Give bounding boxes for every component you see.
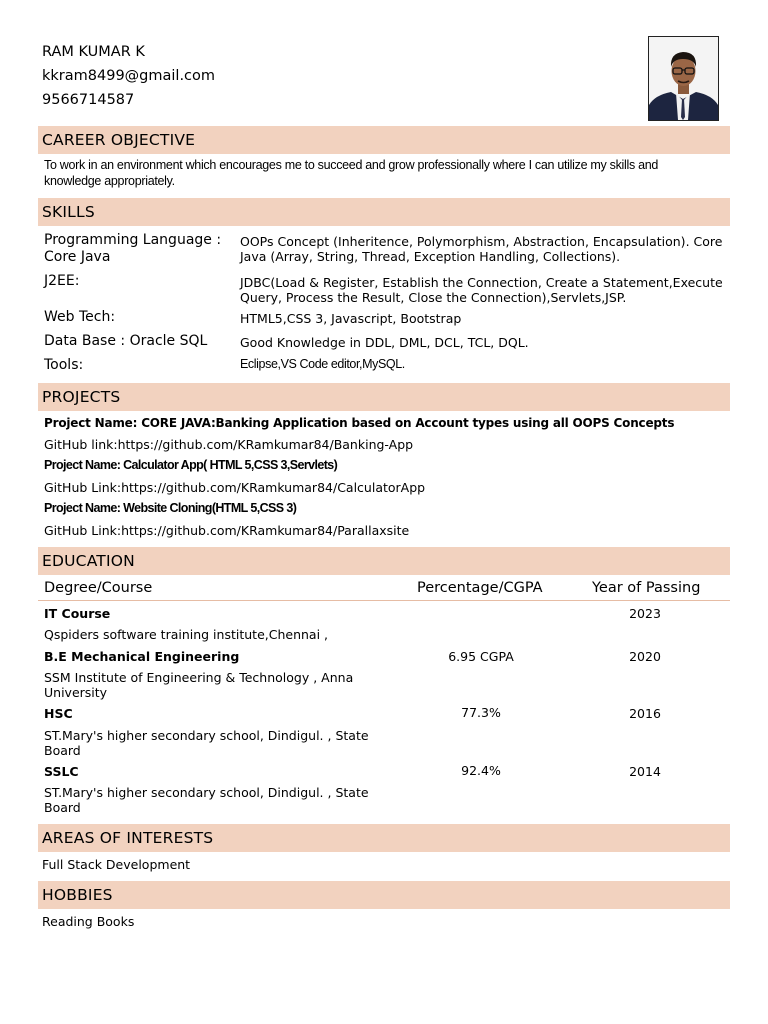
skill-label: Web Tech: [44, 309, 116, 325]
section-title: PROJECTS [42, 388, 121, 406]
section-header-career-objective [38, 126, 730, 154]
education-degree: SSLC [44, 764, 79, 779]
skill-value: Eclipse,VS Code editor,MySQL. [240, 357, 405, 371]
candidate-name: RAM KUMAR K [42, 44, 145, 60]
section-title: AREAS OF INTERESTS [42, 829, 214, 847]
hobbies-text: Reading Books [42, 914, 135, 929]
education-year: 2014 [629, 764, 661, 779]
section-title: CAREER OBJECTIVE [42, 131, 196, 149]
section-header-areas-of-interests [38, 824, 730, 852]
education-year: 2020 [629, 649, 661, 664]
section-title: SKILLS [42, 203, 95, 221]
education-degree: HSC [44, 706, 73, 721]
skill-value: JDBC(Load & Register, Establish the Connection, Create a Statement,Execute Query, Process the Result, Close the Connection),Servlets,JSP. [240, 275, 723, 305]
education-institute: SSM Institute of Engineering & Technology , Anna University [44, 670, 354, 700]
project-link[interactable]: GitHub Link:https://github.com/KRamkumar84/Parallaxsite [44, 523, 410, 538]
project-link[interactable]: GitHub Link:https://github.com/KRamkumar84/CalculatorApp [44, 480, 426, 495]
section-title: EDUCATION [42, 552, 135, 570]
career-objective-text: To work in an environment which encourages me to succeed and grow professionally where I can utilize my skills and knowledge appropriately. [44, 158, 659, 188]
education-institute: ST.Mary's higher secondary school, Dindigul. , State Board [44, 728, 369, 758]
skill-value: HTML5,CSS 3, Javascript, Bootstrap [240, 311, 462, 326]
education-year: 2016 [629, 706, 661, 721]
education-percentage: 92.4% [461, 763, 501, 778]
phone-number: 9566714587 [42, 92, 135, 108]
education-degree: B.E Mechanical Engineering [44, 649, 240, 664]
section-header-projects [38, 383, 730, 411]
project-name: Project Name: Website Cloning(HTML 5,CSS 3) [44, 501, 297, 515]
education-col-degree: Degree/Course [44, 580, 153, 596]
areas-of-interest-text: Full Stack Development [42, 857, 191, 872]
profile-photo [648, 36, 719, 121]
project-name: Project Name: Calculator App( HTML 5,CSS 3,Servlets) [44, 458, 338, 472]
education-percentage: 6.95 CGPA [448, 649, 514, 664]
education-institute: ST.Mary's higher secondary school, Dindigul. , State Board [44, 785, 369, 815]
education-col-percentage: Percentage/CGPA [417, 580, 543, 596]
skill-value: Good Knowledge in DDL, DML, DCL, TCL, DQL. [240, 335, 529, 350]
education-percentage: 77.3% [461, 705, 501, 720]
education-header-rule [38, 600, 730, 601]
email-address: kkram8499@gmail.com [42, 68, 216, 84]
education-degree: IT Course [44, 606, 111, 621]
education-institute: Qspiders software training institute,Chennai , [44, 627, 328, 642]
education-year: 2023 [629, 606, 661, 621]
skill-label: J2EE: [44, 273, 80, 289]
skill-label: Programming Language : Core Java [44, 232, 222, 265]
project-name: Project Name: CORE JAVA:Banking Application based on Account types using all OOPS Concepts [44, 416, 675, 430]
section-header-skills [38, 198, 730, 226]
skill-value: OOPs Concept (Inheritence, Polymorphism, Abstraction, Encapsulation). Core Java (Array, String, Thread, Exception Handling, Collections). [240, 234, 723, 264]
education-col-year: Year of Passing [592, 580, 701, 596]
section-header-hobbies [38, 881, 730, 909]
section-title: HOBBIES [42, 886, 113, 904]
section-header-education [38, 547, 730, 575]
project-link[interactable]: GitHub link:https://github.com/KRamkumar84/Banking-App [44, 437, 414, 452]
skill-label: Tools: [44, 357, 84, 373]
skill-label: Data Base : Oracle SQL [44, 333, 208, 349]
